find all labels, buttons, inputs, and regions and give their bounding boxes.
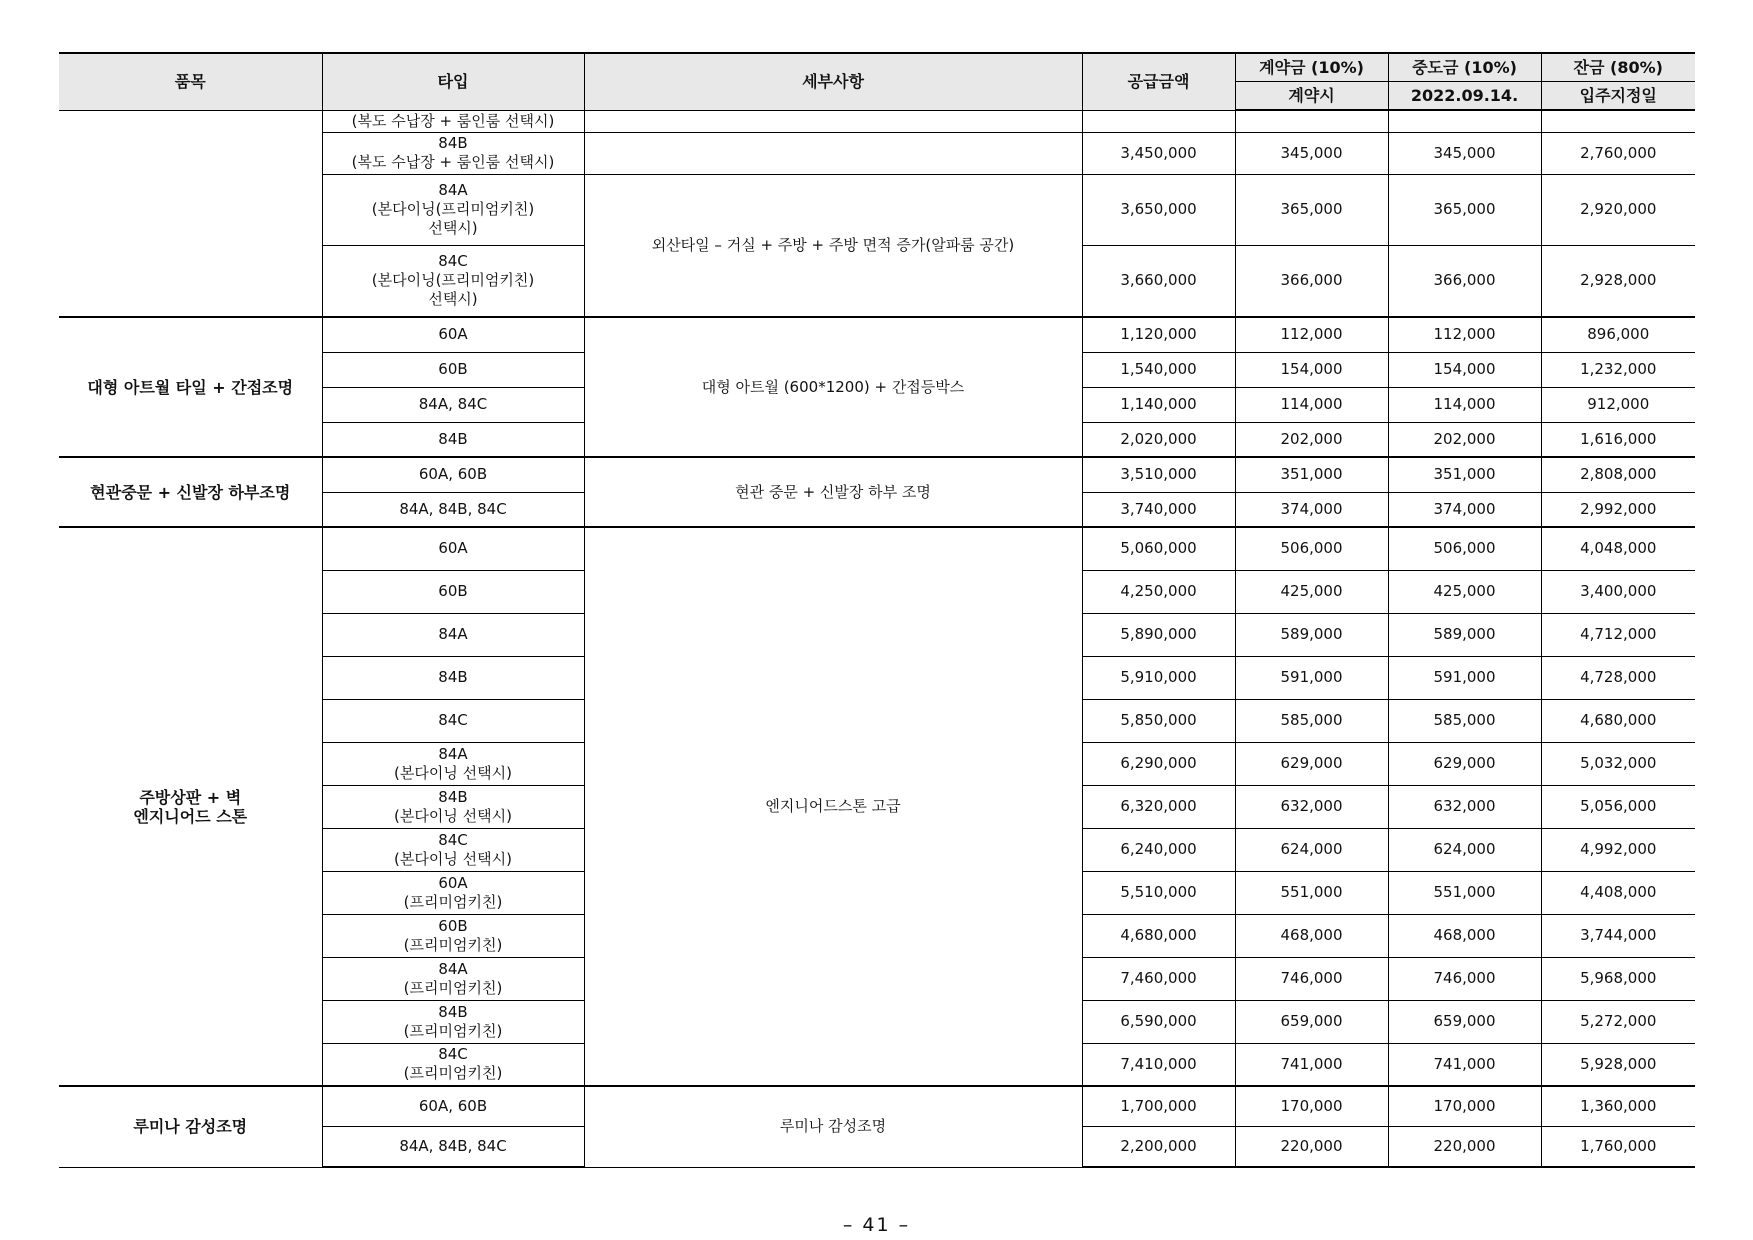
interim-cell: 154,000 — [1388, 352, 1541, 387]
type-cell: 60A, 60B — [322, 457, 584, 492]
table-row — [59, 527, 1695, 570]
balance-cell: 4,728,000 — [1541, 656, 1695, 699]
supply-price-cell: 5,890,000 — [1082, 613, 1235, 656]
interim-cell: 551,000 — [1388, 871, 1541, 914]
deposit-cell: 351,000 — [1235, 457, 1388, 492]
interim-cell: 659,000 — [1388, 1000, 1541, 1043]
type-cell: 84C (본다이닝 선택시) — [322, 828, 584, 871]
deposit-cell: 374,000 — [1235, 492, 1388, 527]
type-cell: 84B (본다이닝 선택시) — [322, 785, 584, 828]
deposit-cell: 154,000 — [1235, 352, 1388, 387]
details-cell — [584, 110, 1082, 132]
type-cell: 60B — [322, 570, 584, 613]
supply-price-cell: 6,290,000 — [1082, 742, 1235, 785]
interim-cell: 220,000 — [1388, 1126, 1541, 1167]
balance-cell: 912,000 — [1541, 387, 1695, 422]
balance-cell: 3,400,000 — [1541, 570, 1695, 613]
balance-cell: 4,408,000 — [1541, 871, 1695, 914]
supply-price-cell: 5,850,000 — [1082, 699, 1235, 742]
supply-price-cell: 7,460,000 — [1082, 957, 1235, 1000]
deposit-cell — [1235, 110, 1388, 132]
interim-cell: 591,000 — [1388, 656, 1541, 699]
page-number: – 41 – — [842, 1214, 911, 1236]
balance-cell: 2,760,000 — [1541, 132, 1695, 174]
type-cell: 60A — [322, 317, 584, 352]
supply-price-cell: 1,700,000 — [1082, 1086, 1235, 1126]
balance-cell: 1,232,000 — [1541, 352, 1695, 387]
interim-cell: 468,000 — [1388, 914, 1541, 957]
interim-cell: 351,000 — [1388, 457, 1541, 492]
interim-cell: 585,000 — [1388, 699, 1541, 742]
interim-cell: 425,000 — [1388, 570, 1541, 613]
type-cell: 84A, 84B, 84C — [322, 1126, 584, 1167]
item-cell: 주방상판 + 벽 엔지니어드 스톤 — [59, 527, 322, 1086]
deposit-cell: 589,000 — [1235, 613, 1388, 656]
supply-price-cell: 6,320,000 — [1082, 785, 1235, 828]
type-cell: 84B — [322, 656, 584, 699]
supply-price-cell: 5,510,000 — [1082, 871, 1235, 914]
balance-cell: 3,744,000 — [1541, 914, 1695, 957]
balance-cell: 2,928,000 — [1541, 245, 1695, 317]
item-cell — [59, 110, 322, 317]
interim-cell: 629,000 — [1388, 742, 1541, 785]
interim-cell: 632,000 — [1388, 785, 1541, 828]
supply-price-cell: 5,060,000 — [1082, 527, 1235, 570]
interim-cell: 345,000 — [1388, 132, 1541, 174]
table-row — [59, 317, 1695, 352]
header-details: 세부사항 — [584, 53, 1082, 110]
type-cell: 60B (프리미엄키친) — [322, 914, 584, 957]
deposit-cell: 551,000 — [1235, 871, 1388, 914]
header-item: 품목 — [59, 53, 322, 110]
interim-cell: 112,000 — [1388, 317, 1541, 352]
balance-cell: 1,760,000 — [1541, 1126, 1695, 1167]
type-cell: 84B (복도 수납장 + 룸인룸 선택시) — [322, 132, 584, 174]
supply-price-cell: 3,650,000 — [1082, 174, 1235, 245]
table-row — [59, 110, 1695, 132]
deposit-cell: 170,000 — [1235, 1086, 1388, 1126]
balance-cell: 5,056,000 — [1541, 785, 1695, 828]
deposit-cell: 659,000 — [1235, 1000, 1388, 1043]
balance-cell: 5,032,000 — [1541, 742, 1695, 785]
deposit-cell: 624,000 — [1235, 828, 1388, 871]
header-supply-price: 공급금액 — [1082, 53, 1235, 110]
interim-cell: 202,000 — [1388, 422, 1541, 457]
interim-cell: 506,000 — [1388, 527, 1541, 570]
interim-cell: 589,000 — [1388, 613, 1541, 656]
deposit-cell: 746,000 — [1235, 957, 1388, 1000]
item-cell: 대형 아트월 타일 + 간접조명 — [59, 317, 322, 457]
supply-price-cell — [1082, 110, 1235, 132]
balance-cell: 4,992,000 — [1541, 828, 1695, 871]
type-cell: 84A — [322, 613, 584, 656]
type-cell: 84A, 84B, 84C — [322, 492, 584, 527]
header-deposit: 계약금 (10%) — [1235, 53, 1388, 81]
option-price-table — [59, 52, 1695, 1168]
type-cell: 60A, 60B — [322, 1086, 584, 1126]
balance-cell: 1,616,000 — [1541, 422, 1695, 457]
deposit-cell: 345,000 — [1235, 132, 1388, 174]
type-cell: 60A — [322, 527, 584, 570]
type-cell: 84C — [322, 699, 584, 742]
balance-cell: 2,808,000 — [1541, 457, 1695, 492]
balance-cell: 2,920,000 — [1541, 174, 1695, 245]
type-cell: (복도 수납장 + 룸인룸 선택시) — [322, 110, 584, 132]
balance-cell: 5,272,000 — [1541, 1000, 1695, 1043]
deposit-cell: 365,000 — [1235, 174, 1388, 245]
deposit-cell: 114,000 — [1235, 387, 1388, 422]
supply-price-cell: 3,740,000 — [1082, 492, 1235, 527]
deposit-cell: 632,000 — [1235, 785, 1388, 828]
interim-cell: 114,000 — [1388, 387, 1541, 422]
deposit-cell: 585,000 — [1235, 699, 1388, 742]
balance-cell: 1,360,000 — [1541, 1086, 1695, 1126]
supply-price-cell: 2,020,000 — [1082, 422, 1235, 457]
header-interim-when: 2022.09.14. — [1388, 81, 1541, 110]
deposit-cell: 591,000 — [1235, 656, 1388, 699]
interim-cell: 746,000 — [1388, 957, 1541, 1000]
balance-cell: 5,968,000 — [1541, 957, 1695, 1000]
balance-cell — [1541, 110, 1695, 132]
type-cell: 84B — [322, 422, 584, 457]
table-body — [59, 110, 1695, 1167]
balance-cell: 896,000 — [1541, 317, 1695, 352]
type-cell: 84A (본다이닝 선택시) — [322, 742, 584, 785]
balance-cell: 2,992,000 — [1541, 492, 1695, 527]
header-interim: 중도금 (10%) — [1388, 53, 1541, 81]
table-row — [59, 457, 1695, 492]
balance-cell: 4,680,000 — [1541, 699, 1695, 742]
balance-cell: 5,928,000 — [1541, 1043, 1695, 1086]
supply-price-cell: 4,680,000 — [1082, 914, 1235, 957]
supply-price-cell: 3,660,000 — [1082, 245, 1235, 317]
table-header — [59, 53, 1695, 110]
deposit-cell: 468,000 — [1235, 914, 1388, 957]
deposit-cell: 202,000 — [1235, 422, 1388, 457]
supply-price-cell: 1,140,000 — [1082, 387, 1235, 422]
supply-price-cell: 7,410,000 — [1082, 1043, 1235, 1086]
supply-price-cell: 1,120,000 — [1082, 317, 1235, 352]
deposit-cell: 425,000 — [1235, 570, 1388, 613]
table-row — [59, 1086, 1695, 1126]
balance-cell: 4,048,000 — [1541, 527, 1695, 570]
header-balance: 잔금 (80%) — [1541, 53, 1695, 81]
interim-cell: 374,000 — [1388, 492, 1541, 527]
balance-cell: 4,712,000 — [1541, 613, 1695, 656]
details-cell: 외산타일 – 거실 + 주방 + 주방 면적 증가(알파룸 공간) — [584, 174, 1082, 317]
details-cell: 엔지니어드스톤 고급 — [584, 527, 1082, 1086]
deposit-cell: 220,000 — [1235, 1126, 1388, 1167]
type-cell: 84A, 84C — [322, 387, 584, 422]
type-cell: 84A (본다이닝(프리미엄키친) 선택시) — [322, 174, 584, 245]
supply-price-cell: 6,240,000 — [1082, 828, 1235, 871]
deposit-cell: 112,000 — [1235, 317, 1388, 352]
type-cell: 84B (프리미엄키친) — [322, 1000, 584, 1043]
details-cell: 현관 중문 + 신발장 하부 조명 — [584, 457, 1082, 527]
deposit-cell: 506,000 — [1235, 527, 1388, 570]
supply-price-cell: 4,250,000 — [1082, 570, 1235, 613]
type-cell: 84C (본다이닝(프리미엄키친) 선택시) — [322, 245, 584, 317]
header-deposit-when: 계약시 — [1235, 81, 1388, 110]
type-cell: 60B — [322, 352, 584, 387]
header-type: 타입 — [322, 53, 584, 110]
supply-price-cell: 3,510,000 — [1082, 457, 1235, 492]
supply-price-cell: 2,200,000 — [1082, 1126, 1235, 1167]
deposit-cell: 741,000 — [1235, 1043, 1388, 1086]
type-cell: 84C (프리미엄키친) — [322, 1043, 584, 1086]
interim-cell — [1388, 110, 1541, 132]
supply-price-cell: 3,450,000 — [1082, 132, 1235, 174]
deposit-cell: 629,000 — [1235, 742, 1388, 785]
supply-price-cell: 6,590,000 — [1082, 1000, 1235, 1043]
interim-cell: 365,000 — [1388, 174, 1541, 245]
details-cell: 대형 아트월 (600*1200) + 간접등박스 — [584, 317, 1082, 457]
details-cell: 루미나 감성조명 — [584, 1086, 1082, 1167]
details-cell — [584, 132, 1082, 174]
interim-cell: 624,000 — [1388, 828, 1541, 871]
supply-price-cell: 1,540,000 — [1082, 352, 1235, 387]
type-cell: 60A (프리미엄키친) — [322, 871, 584, 914]
interim-cell: 366,000 — [1388, 245, 1541, 317]
item-cell: 루미나 감성조명 — [59, 1086, 322, 1167]
supply-price-cell: 5,910,000 — [1082, 656, 1235, 699]
header-balance-when: 입주지정일 — [1541, 81, 1695, 110]
item-cell: 현관중문 + 신발장 하부조명 — [59, 457, 322, 527]
type-cell: 84A (프리미엄키친) — [322, 957, 584, 1000]
deposit-cell: 366,000 — [1235, 245, 1388, 317]
interim-cell: 170,000 — [1388, 1086, 1541, 1126]
interim-cell: 741,000 — [1388, 1043, 1541, 1086]
